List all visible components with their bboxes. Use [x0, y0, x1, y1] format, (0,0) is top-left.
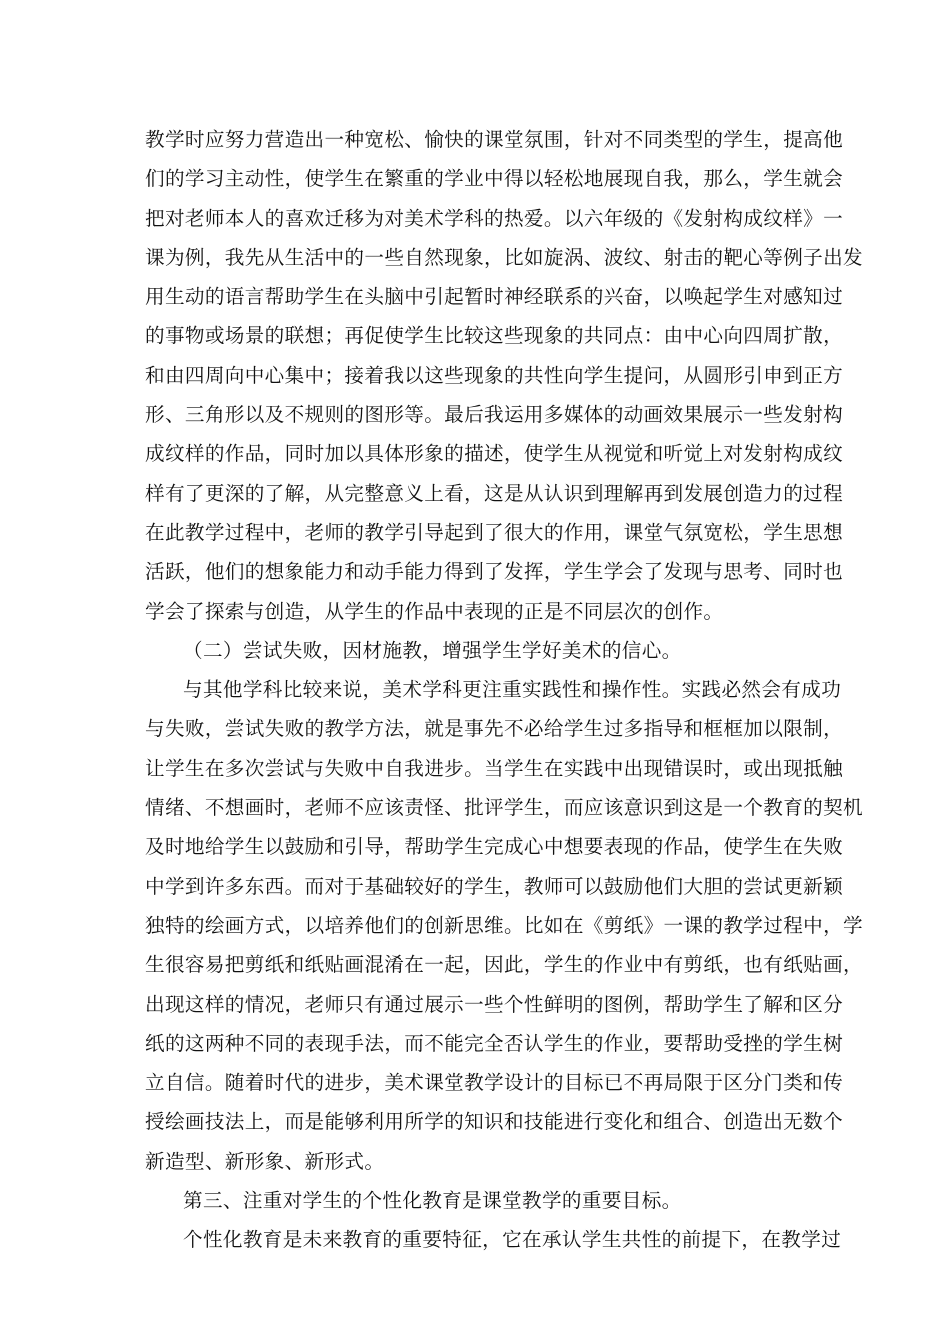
text-line: 中学到许多东西。而对于基础较好的学生，教师可以鼓励他们大胆的尝试更新颖 — [145, 874, 844, 898]
section-heading: 第三、注重对学生的个性化教育是课堂教学的重要目标。 — [183, 1189, 682, 1213]
body-text — [145, 120, 863, 1260]
paragraph-first-line: 与其他学科比较来说，美术学科更注重实践性和操作性。实践必然会有成功 — [183, 678, 842, 702]
text-line: 与失败，尝试失败的教学方法，就是事先不必给学生过多指导和框框加以限制， — [145, 717, 844, 741]
text-line: 课为例，我先从生活中的一些自然现象，比如旋涡、波纹、射击的靶心等例子出发 — [145, 245, 863, 269]
text-line: 立自信。随着时代的进步，美术课堂教学设计的目标已不再局限于区分门类和传 — [145, 1071, 844, 1095]
paragraph-last-line: 新造型、新形象、新形式。 — [145, 1149, 385, 1173]
text-line: 教学时应努力营造出一种宽松、愉快的课堂氛围，针对不同类型的学生，提高他 — [145, 128, 844, 151]
paragraph-first-line: 个性化教育是未来教育的重要特征，它在承认学生共性的前提下，在教学过 — [183, 1228, 842, 1252]
text-line: 生很容易把剪纸和纸贴画混淆在一起，因此，学生的作业中有剪纸，也有纸贴画， — [145, 953, 863, 977]
text-line: 出现这样的情况，老师只有通过展示一些个性鲜明的图例，帮助学生了解和区分 — [145, 992, 844, 1016]
text-line: 独特的绘画方式，以培养他们的创新思维。比如在《剪纸》一课的教学过程中，学 — [145, 913, 863, 937]
text-line: 在此教学过程中，老师的教学引导起到了很大的作用，课堂气氛宽松，学生思想 — [145, 520, 844, 544]
text-line: 和由四周向中心集中；接着我以这些现象的共性向学生提问，从圆形引申到正方 — [145, 363, 844, 387]
text-line: 活跃，他们的想象能力和动手能力得到了发挥，学生学会了发现与思考、同时也 — [145, 560, 844, 584]
text-line: 形、三角形以及不规则的图形等。最后我运用多媒体的动画效果展示一些发射构 — [145, 403, 844, 427]
text-line: 让学生在多次尝试与失败中自我进步。当学生在实践中出现错误时，或出现抵触 — [145, 756, 844, 780]
text-line: 纸的这两种不同的表现手法，而不能完全否认学生的作业，要帮助受挫的学生树 — [145, 1031, 844, 1055]
text-line: 情绪、不想画时，老师不应该责怪、批评学生，而应该意识到这是一个教育的契机 — [145, 796, 863, 820]
text-line: 成纹样的作品，同时加以具体形象的描述，使学生从视觉和听觉上对发射构成纹 — [145, 442, 844, 466]
text-line: 授绘画技法上，而是能够利用所学的知识和技能进行变化和组合、创造出无数个 — [145, 1110, 844, 1134]
text-line: 用生动的语言帮助学生在头脑中引起暂时神经联系的兴奋，以唤起学生对感知过 — [145, 285, 844, 309]
text-line: 的事物或场景的联想；再促使学生比较这些现象的共同点：由中心向四周扩散， — [145, 324, 844, 348]
text-line: 样有了更深的了解，从完整意义上看，这是从认识到理解再到发展创造力的过程 — [145, 481, 844, 505]
text-line: 及时地给学生以鼓励和引导，帮助学生完成心中想要表现的作品，使学生在失败 — [145, 835, 844, 859]
text-line: 把对老师本人的喜欢迁移为对美术学科的热爱。以六年级的《发射构成纹样》一 — [145, 206, 844, 230]
text-line: 们的学习主动性，使学生在繁重的学业中得以轻松地展现自我，那么，学生就会 — [145, 167, 844, 191]
paragraph-last-line: 学会了探索与创造，从学生的作品中表现的正是不同层次的创作。 — [145, 599, 724, 623]
section-heading: （二）尝试失败，因材施教，增强学生学好美术的信心。 — [183, 638, 682, 662]
